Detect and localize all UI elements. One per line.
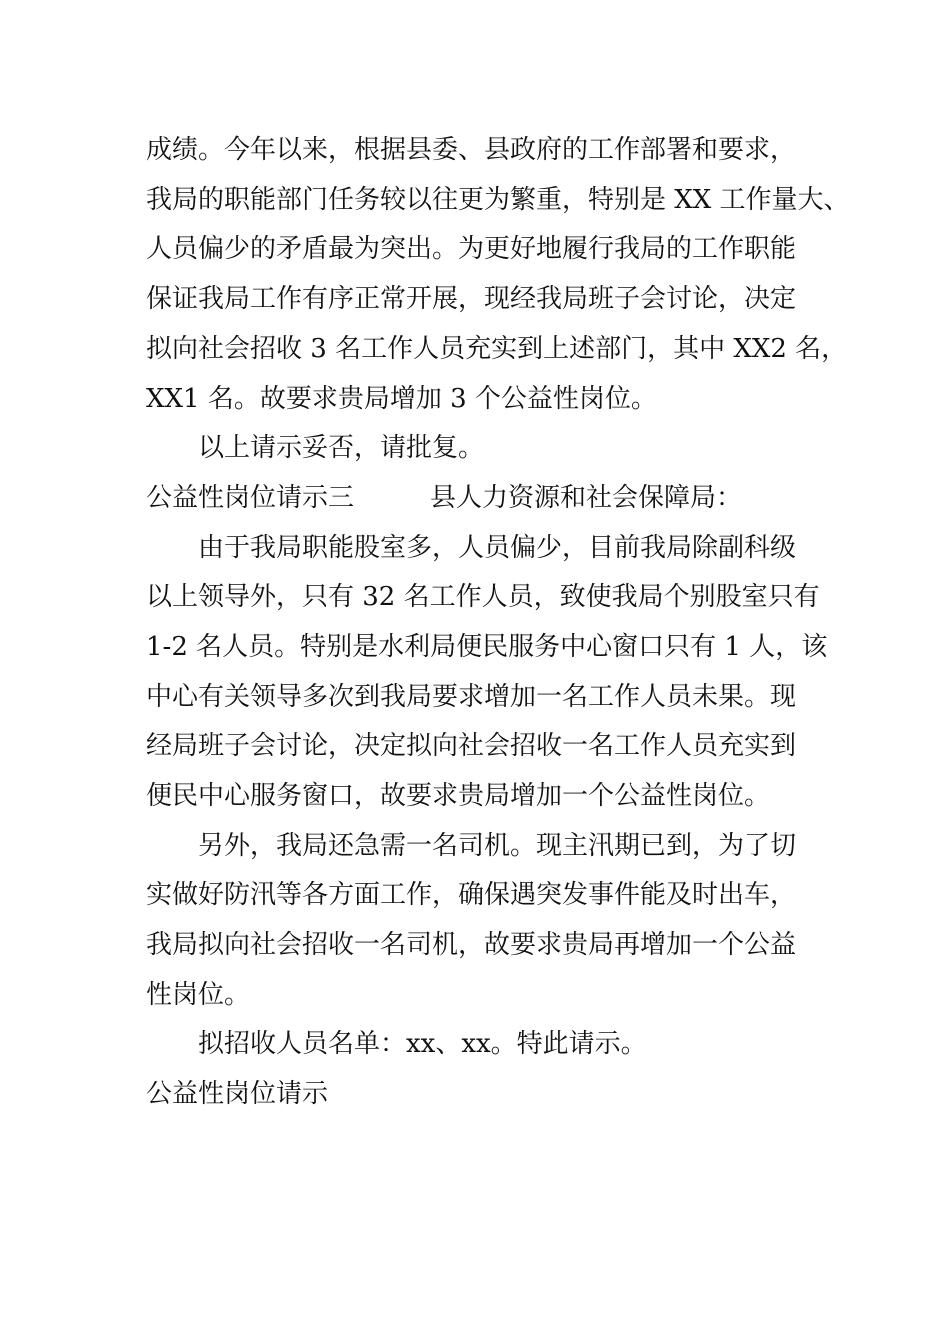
paragraph-line: 便民中心服务窗口，故要求贵局增加一个公益性岗位。 (146, 781, 771, 811)
paragraph-line: 拟向社会招收 3 名工作人员充实到上述部门，其中 XX2 名， (146, 334, 848, 364)
paragraph-line: 1-2 名人员。特别是水利局便民服务中心窗口只有 1 人，该 (146, 632, 828, 662)
paragraph-line: 成绩。今年以来，根据县委、县政府的工作部署和要求， (146, 135, 797, 165)
paragraph-line: 保证我局工作有序正常开展，现经我局班子会讨论，决定 (146, 284, 797, 314)
closing-request-line: 以上请示妥否，请批复。 (198, 433, 485, 463)
paragraph-line: 性岗位。 (146, 980, 251, 1010)
paragraph-line: 由于我局职能股室多，人员偏少，目前我局除副科级 (198, 533, 797, 563)
section-title: 公益性岗位请示 (146, 1079, 329, 1109)
paragraph-line: 我局的职能部门任务较以往更为繁重，特别是 XX 工作量大、 (146, 185, 850, 215)
paragraph-line: XX1 名。故要求贵局增加 3 个公益性岗位。 (146, 384, 657, 414)
paragraph-line: 经局班子会讨论，决定拟向社会招收一名工作人员充实到 (146, 731, 797, 761)
addressee: 县人力资源和社会保障局： (430, 483, 743, 513)
paragraph-line: 中心有关领导多次到我局要求增加一名工作人员未果。现 (146, 682, 797, 712)
paragraph-line: 人员偏少的矛盾最为突出。为更好地履行我局的工作职能 (146, 234, 797, 264)
paragraph-line: 另外，我局还急需一名司机。现主汛期已到，为了切 (198, 831, 797, 861)
paragraph-line: 拟招收人员名单：xx、xx。特此请示。 (198, 1029, 647, 1059)
section-title: 公益性岗位请示三 (146, 483, 355, 513)
paragraph-line: 以上领导外，只有 32 名工作人员，致使我局个别股室只有 (146, 582, 820, 612)
paragraph-line: 实做好防汛等各方面工作，确保遇突发事件能及时出车， (146, 880, 797, 910)
section-heading-line (146, 482, 742, 514)
paragraph-line: 我局拟向社会招收一名司机，故要求贵局再增加一个公益 (146, 930, 797, 960)
